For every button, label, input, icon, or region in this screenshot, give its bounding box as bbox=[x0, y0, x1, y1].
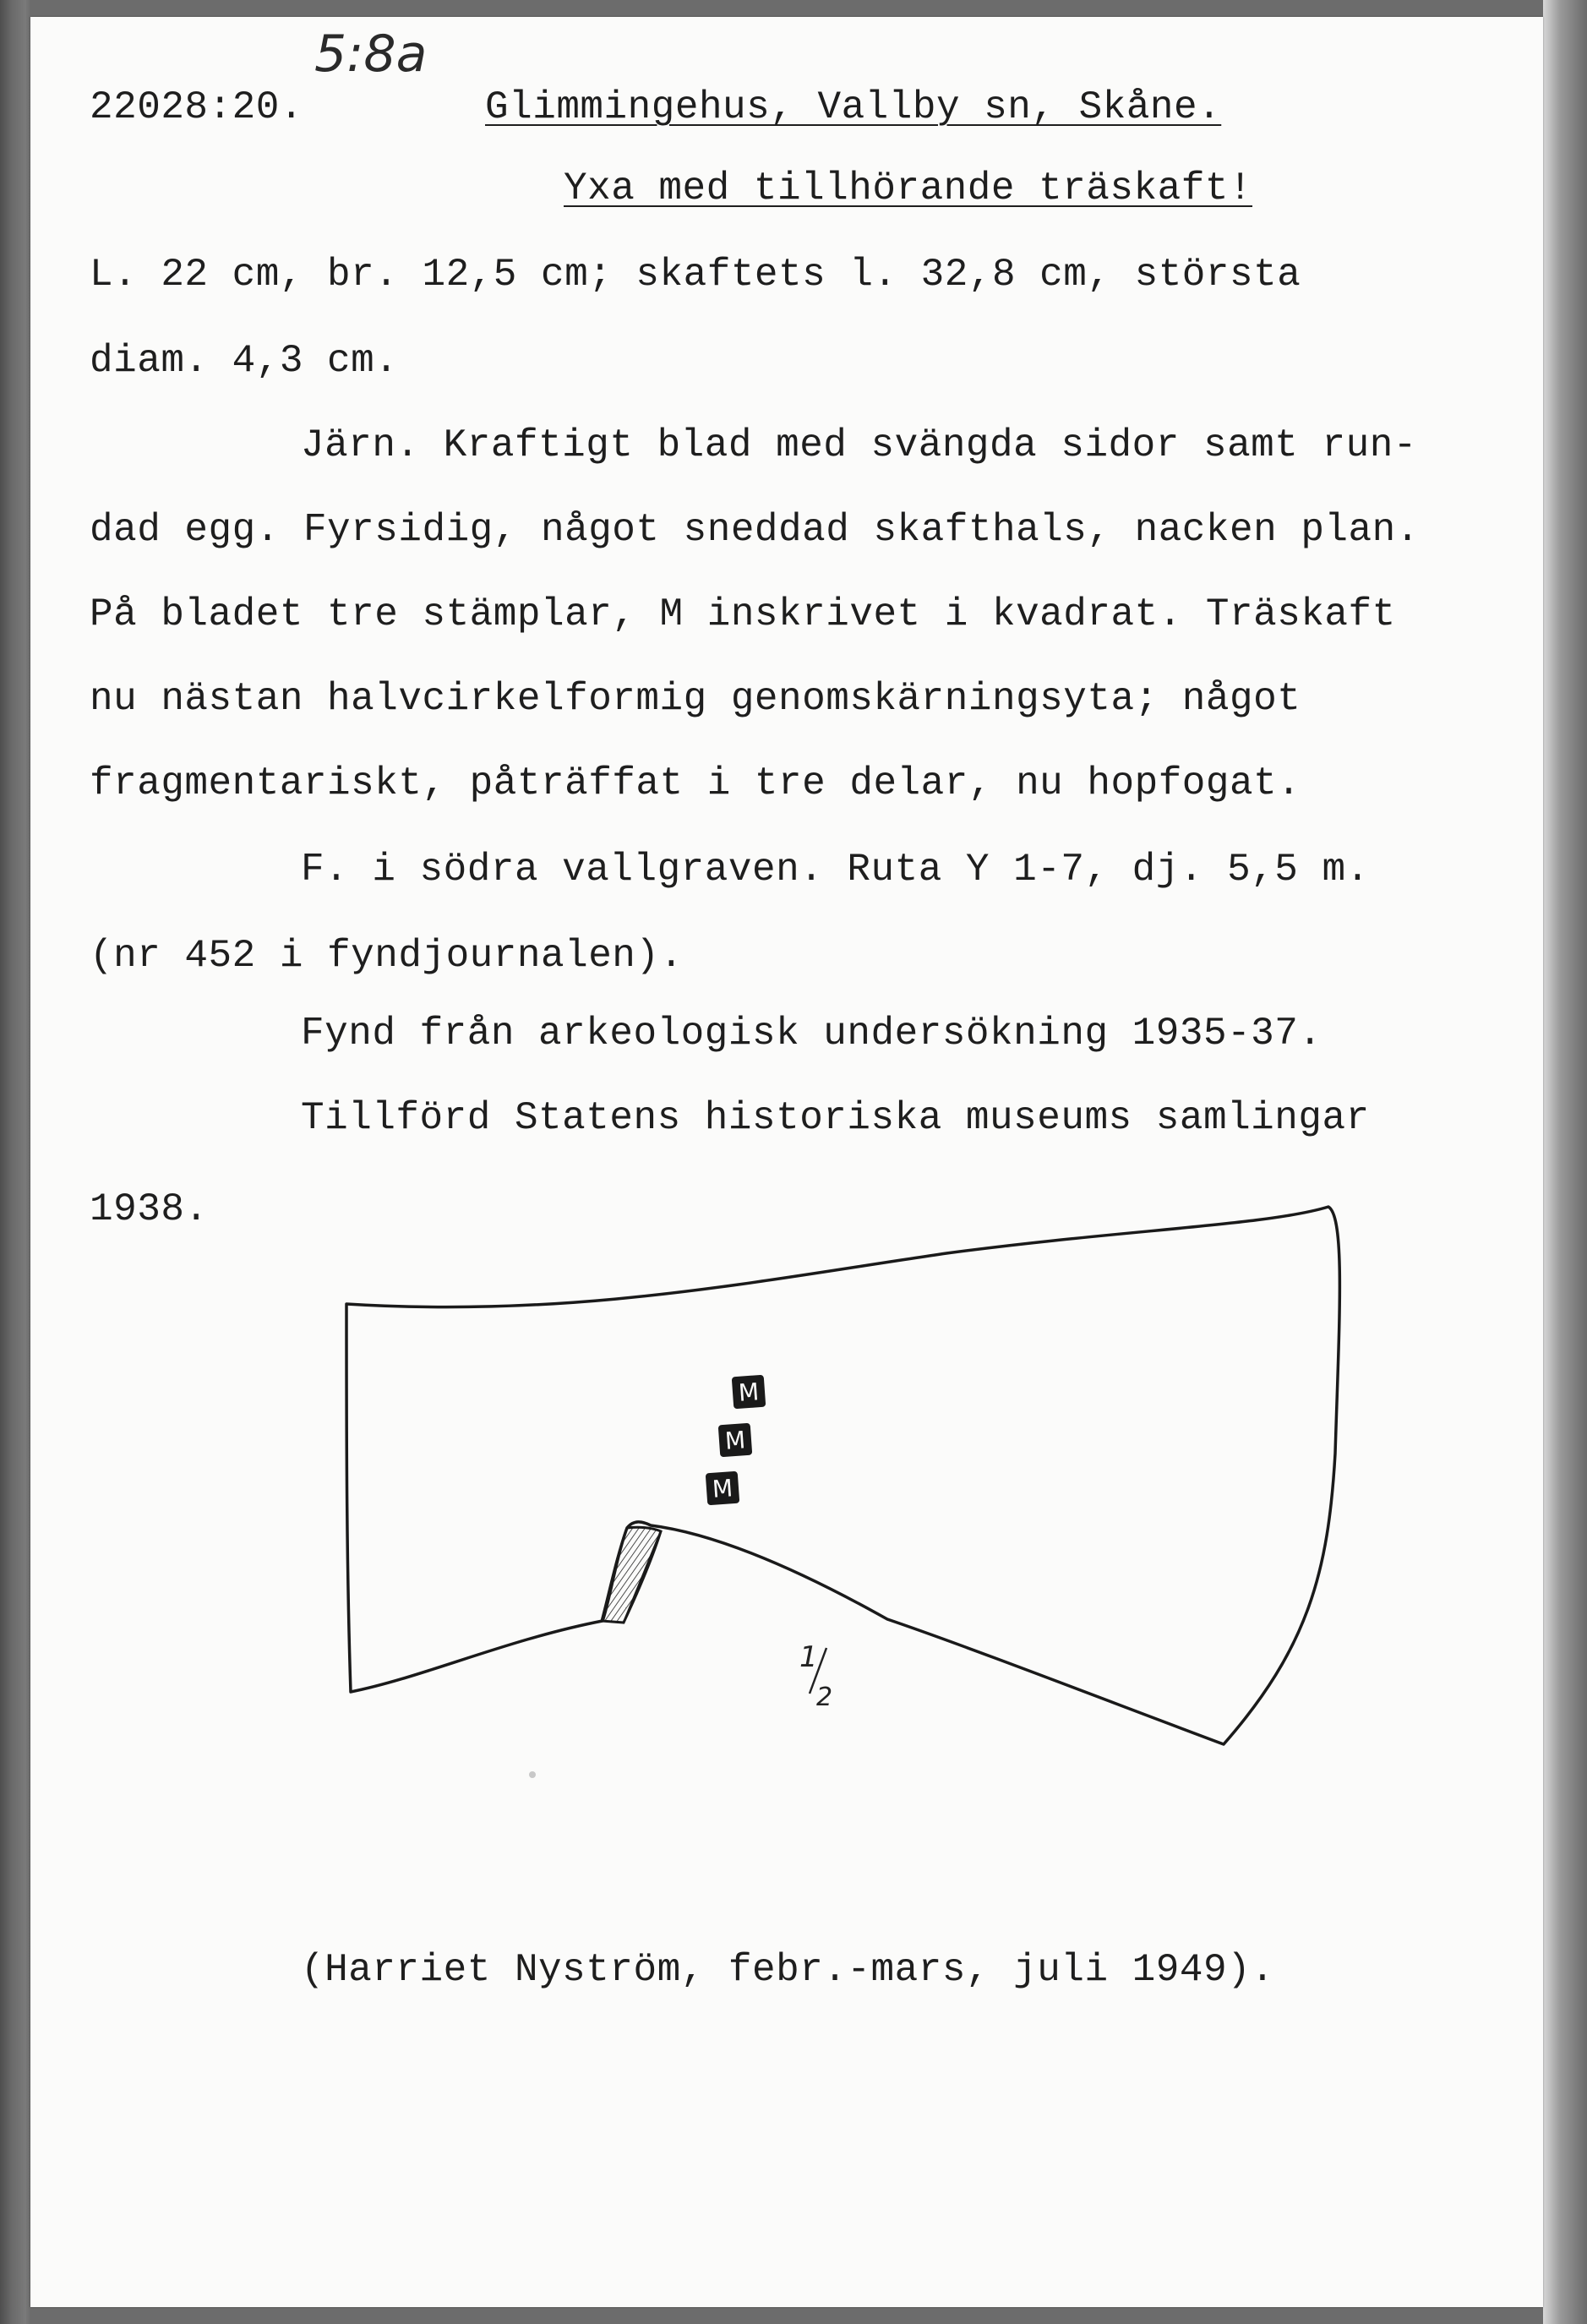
author-line: (Harriet Nyström, febr.-mars, juli 1949). bbox=[301, 1948, 1275, 1992]
paper-speck bbox=[529, 1771, 536, 1778]
description-line-3: Järn. Kraftigt blad med svängda sidor samt run- bbox=[301, 423, 1417, 467]
handwritten-reference: 5:8a bbox=[314, 25, 428, 84]
site-location: Glimmingehus, Vallby sn, Skåne. bbox=[485, 85, 1222, 129]
description-line-2: diam. 4,3 cm. bbox=[90, 339, 399, 383]
shaft-fragment-hatched bbox=[602, 1527, 661, 1623]
description-line-9: (nr 452 i fyndjournalen). bbox=[90, 934, 684, 978]
scale-denominator: 2 bbox=[816, 1683, 833, 1712]
scale-numerator: 1 bbox=[799, 1640, 818, 1674]
description-line-7: fragmentariskt, påträffat i tre delar, nu hopfogat. bbox=[90, 761, 1301, 805]
object-title: Yxa med tillhörande träskaft! bbox=[564, 166, 1253, 210]
stamp-letter-3: M bbox=[711, 1474, 734, 1503]
axe-head-outline bbox=[346, 1207, 1339, 1744]
description-line-11: Tillförd Statens historiska museums samlingar bbox=[301, 1096, 1370, 1140]
stamp-letter-2: M bbox=[723, 1426, 747, 1455]
description-line-4: dad egg. Fyrsidig, något sneddad skafthals, nacken plan. bbox=[90, 508, 1420, 552]
description-line-12: 1938. bbox=[90, 1187, 209, 1231]
description-line-6: nu nästan halvcirkelformig genomskärningsyta; något bbox=[90, 677, 1301, 721]
description-line-10: Fynd från arkeologisk undersökning 1935-37. bbox=[301, 1012, 1322, 1056]
stamp-letter-1: M bbox=[737, 1377, 761, 1407]
description-line-8: F. i södra vallgraven. Ruta Y 1-7, dj. 5,5 m. bbox=[301, 848, 1370, 892]
description-line-1: L. 22 cm, br. 12,5 cm; skaftets l. 32,8 cm, största bbox=[90, 253, 1301, 297]
description-line-5: På bladet tre stämplar, M inskrivet i kvadrat. Träskaft bbox=[90, 592, 1396, 636]
catalogue-number: 22028:20. bbox=[90, 85, 303, 129]
